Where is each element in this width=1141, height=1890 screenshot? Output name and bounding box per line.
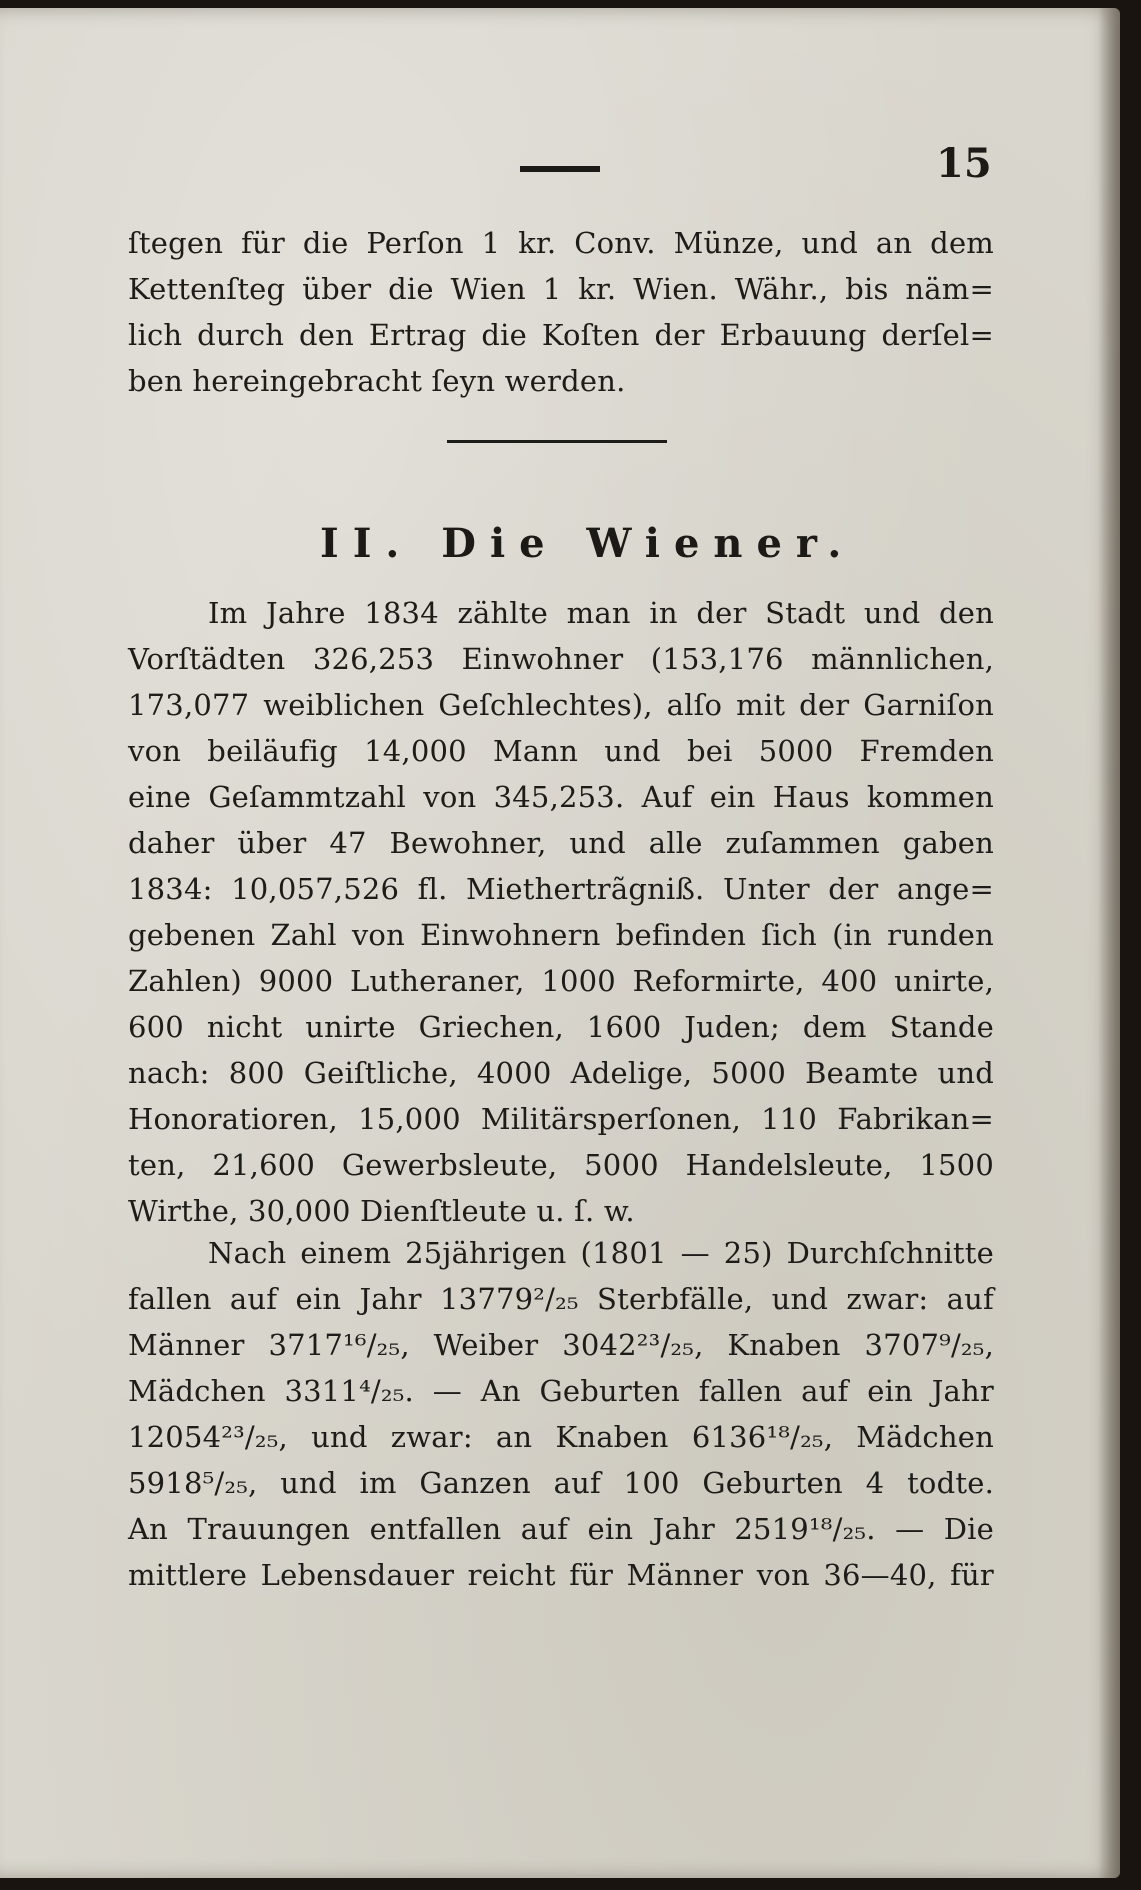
page-number: 15 [936, 140, 992, 187]
section-divider [447, 440, 667, 443]
text-line: daher über 47 Bewohner, und alle zuſammen gaben [128, 826, 994, 860]
text-line: mittlere Lebensdauer reicht für Männer von 36—40, für [128, 1558, 994, 1592]
text-line: ten, 21,600 Gewerbsleute, 5000 Handelsleute, 1500 [128, 1148, 994, 1182]
text-line: An Trauungen entfallen auf ein Jahr 2519¹⁸/₂₅. — Die [128, 1512, 994, 1546]
paragraph-statistics [128, 1230, 994, 1598]
text-line: 600 nicht unirte Griechen, 1600 Juden; dem Stande [128, 1010, 994, 1044]
section-heading: II. Die Wiener. [320, 520, 856, 567]
text-line: 1834: 10,057,526 fl. Miethertrãgniß. Unter der ange= [128, 872, 994, 906]
text-line: eine Geſammtzahl von 345,253. Auf ein Haus kommen [128, 780, 994, 814]
header-rule [520, 166, 600, 172]
text-line: Kettenſteg über die Wien 1 kr. Wien. Währ., bis näm= [128, 272, 994, 306]
text-line: Im Jahre 1834 zählte man in der Stadt und den [208, 596, 994, 630]
text-line: Nach einem 25jährigen (1801 — 25) Durchſchnitte [208, 1236, 994, 1270]
text-line: fallen auf ein Jahr 13779²/₂₅ Sterbfälle, und zwar: auf [128, 1282, 994, 1316]
page-edge-shadow [1098, 8, 1120, 1878]
text-line: 12054²³/₂₅, und zwar: an Knaben 6136¹⁸/₂₅, Mädchen [128, 1420, 994, 1454]
text-line: Vorſtädten 326,253 Einwohner (153,176 männlichen, [128, 642, 994, 676]
text-line: 173,077 weiblichen Geſchlechtes), alſo mit der Garniſon [128, 688, 994, 722]
text-line: Honoratioren, 15,000 Militärsperſonen, 110 Fabrikan= [128, 1102, 994, 1136]
text-line: Wirthe, 30,000 Dienſtleute u. ſ. w. [128, 1194, 635, 1228]
text-line: Männer 3717¹⁶/₂₅, Weiber 3042²³/₂₅, Knaben 3707⁹/₂₅, [128, 1328, 994, 1362]
text-line: Zahlen) 9000 Lutheraner, 1000 Reformirte, 400 unirte, [128, 964, 994, 998]
paragraph-continued [128, 220, 994, 404]
text-line: gebenen Zahl von Einwohnern befinden ſich (in runden [128, 918, 994, 952]
book-page [0, 8, 1120, 1878]
text-line: lich durch den Ertrag die Koſten der Erbauung derſel= [128, 318, 994, 352]
text-line: 5918⁵/₂₅, und im Ganzen auf 100 Geburten 4 todte. [128, 1466, 994, 1500]
text-line: Mädchen 3311⁴/₂₅. — An Geburten fallen auf ein Jahr [128, 1374, 994, 1408]
text-line: von beiläufig 14,000 Mann und bei 5000 Fremden [128, 734, 994, 768]
paragraph-population [128, 590, 994, 1234]
text-line: ben hereingebracht ſeyn werden. [128, 364, 626, 398]
text-line: nach: 800 Geiſtliche, 4000 Adelige, 5000 Beamte und [128, 1056, 994, 1090]
text-line: ſtegen für die Perſon 1 kr. Conv. Münze, und an dem [128, 226, 994, 260]
